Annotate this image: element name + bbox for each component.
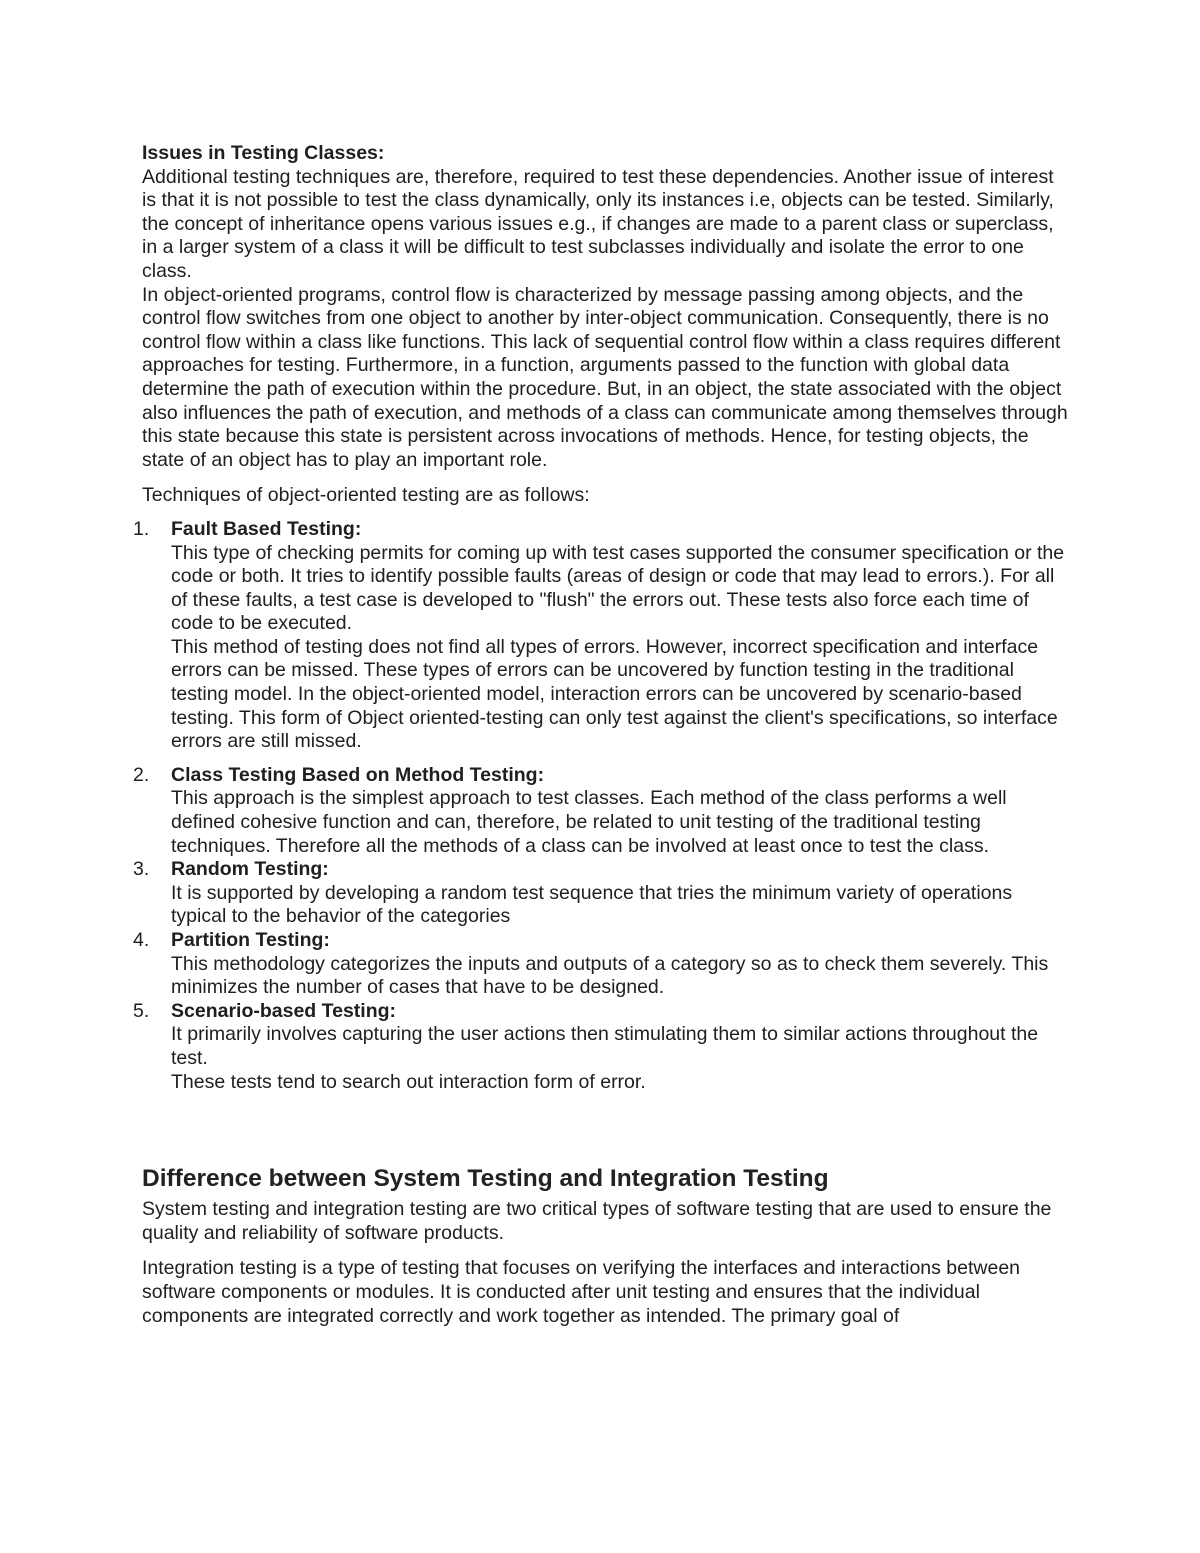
list-item-text: This approach is the simplest approach to test classes. Each method of the class performs a well defined cohesive function and can, therefore, be related to unit testing of the traditional testing techniques. Therefore all the methods of a class can be involved at least once to test the class. [171,787,1007,857]
issues-paragraph-2: In object-oriented programs, control flow is characterized by message passing among objects, and the control flow switches from one object to another by inter-object communication. Consequently, there is no control flow within a class like functions. This lack of sequential control flow within a class requires different approaches for testing. Furthermore, in a function, arguments passed to the function with global data determine the path of execution within the procedure. But, in an object, the state associated with the object also influences the path of execution, and methods of a class can communicate among themselves through this state because this state is persistent across invocations of methods. Hence, for testing objects, the state of an object has to play an important role. [142,283,1068,471]
list-item-text: It primarily involves capturing the user actions then stimulating them to similar actions throughout the test. [171,1023,1039,1069]
list-number: 5. [133,999,150,1022]
list-item-title: Scenario-based Testing: [171,999,397,1022]
list-item-title: Fault Based Testing: [171,517,362,540]
list-item-title: Random Testing: [171,858,329,881]
list-item-title: Partition Testing: [171,929,330,951]
list-number: 1. [133,517,150,540]
list-item-text: These tests tend to search out interaction form of error. [171,1070,646,1093]
list-number: 4. [133,929,150,951]
list-number: 3. [133,858,150,881]
list-item-text: This type of checking permits for coming up with test cases supported the consumer specification or the code or both. It tries to identify possible faults (areas of design or code that may lead to errors.). For all of these faults, a test case is developed to "flush" the errors out. These tests also force each time of code to be executed. [171,541,1065,635]
list-item [133,999,1072,1094]
section-title-issues: Issues in Testing Classes: [142,142,385,164]
difference-paragraph-2: Integration testing is a type of testing that focuses on verifying the interfaces and interactions between software components or modules. It is conducted after unit testing and ensures that the individual components are integrated correctly and work together as intended. The primary goal of [142,1257,1021,1327]
issues-paragraph-1: Additional testing techniques are, therefore, required to test these dependencies. Another issue of interest is that it is not possible to test the class dynamically, only its instances i.e, objects can be tested. Similarly, the concept of inheritance opens various issues e.g., if changes are made to a parent class or superclass, in a larger system of a class it will be difficult to test subclasses individually and isolate the error to one class. [142,165,1054,282]
techniques-intro: Techniques of object-oriented testing are as follows: [142,484,590,507]
list-item-text: This methodology categorizes the inputs and outputs of a category so as to check them severely. This minimizes the number of cases that have to be designed. [171,952,1049,999]
difference-heading: Difference between System Testing and Integration Testing [142,1165,829,1193]
list-item [133,858,1072,929]
list-item-title: Class Testing Based on Method Testing: [171,763,545,786]
list-item [133,929,1072,1000]
list-item [133,517,1072,754]
techniques-list [133,517,1072,1094]
list-item-text: This method of testing does not find all types of errors. However, incorrect specification and interface errors can be missed. These types of errors can be uncovered by function testing in the traditional testing model. In the object-oriented model, interaction errors can be uncovered by scenario-based testing. This form of Object oriented-testing can only test against the client's specifications, so interface errors are still missed. [171,635,1058,753]
list-item [133,763,1072,858]
list-number: 2. [133,763,150,786]
list-item-text: It is supported by developing a random test sequence that tries the minimum variety of operations typical to the behavior of the categories [171,881,1013,928]
difference-paragraph-1: System testing and integration testing are two critical types of software testing that are used to ensure the quality and reliability of software products. [142,1198,1052,1244]
document-page [133,142,1072,1328]
